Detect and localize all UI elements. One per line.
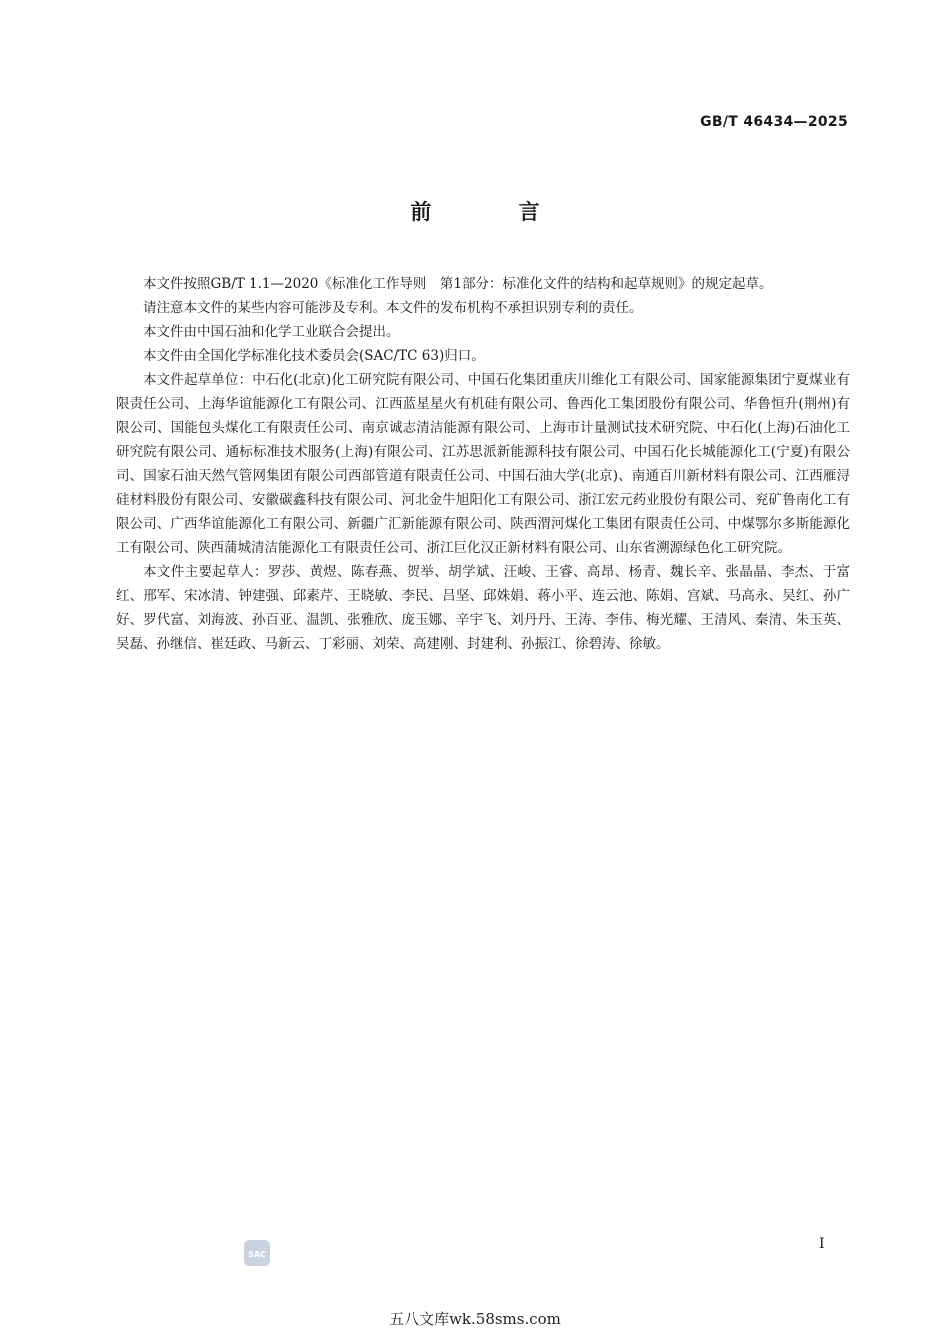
page-title: 前 言 xyxy=(410,200,580,224)
paragraph-drafting-rules: 本文件按照GB/T 1.1—2020《标准化工作导则 第1部分：标准化文件的结构和起草规则》的规定起草。 xyxy=(143,276,773,292)
site-watermark: 五八文库wk.58sms.com xyxy=(389,1310,561,1328)
sac-logo-text: SAC xyxy=(248,1250,266,1259)
paragraph-proposer: 本文件由中国石油和化学工业联合会提出。 xyxy=(143,324,400,340)
paragraph-drafting-units: 本文件起草单位：中石化(北京)化工研究院有限公司、中国石化集团重庆川维化工有限公司、国家能源集团宁夏煤业有限责任公司、上海华谊能源化工有限公司、江西蓝星星火有机硅有限公司、鲁西化工集团股份有限公司、华鲁恒升(荆州)有限公司、国能包头煤化工有限责任公司、南京诚志清洁能源有限公司、上海市计量测试技术研究院、中石化(上海)石油化工研究院有限公司、通标标准技术服务(上海)有限公司、江苏思派新能源科技有限公司、中国石化长城能源化工(宁夏)有限公司、国家石油天然气管网集团有限公司西部管道有限责任公司、中国石油大学(北京)、南通百川新材料有限公司、江西雁浔硅材料股份有限公司、安徽碳鑫科技有限公司、河北金牛旭阳化工有限公司、浙江宏元药业股份有限公司、兖矿鲁南化工有限公司、广西华谊能源化工有限公司、新疆广汇新能源有限公司、陕西渭河煤化工集团有限责任公司、中煤鄂尔多斯能源化工有限公司、陕西蒲城清洁能源化工有限责任公司、浙江巨化汉正新材料有限公司、山东省溯源绿色化工研究院。 xyxy=(116,372,850,556)
page-number: I xyxy=(819,1236,825,1252)
standard-code: GB/T 46434—2025 xyxy=(700,114,848,130)
paragraph-drafters: 本文件主要起草人：罗莎、黄煜、陈春燕、贺举、胡学斌、汪峻、王睿、高昂、杨青、魏长辛、张晶晶、李杰、于富红、邢军、宋冰清、钟建强、邱素芹、王晓敏、李民、吕坚、邱姝娟、蒋小平、连云池、陈娟、宫斌、马高永、吴红、孙广好、罗代富、刘海波、孙百亚、温凯、张雅欣、庞玉娜、辛宇飞、刘丹丹、王涛、李伟、梅光耀、王清风、秦清、朱玉英、吴磊、孙继信、崔廷政、马新云、丁彩丽、刘荣、高建刚、封建利、孙振江、徐碧涛、徐敏。 xyxy=(116,564,850,652)
foreword-body xyxy=(116,272,850,656)
sac-logo-icon xyxy=(244,1240,270,1266)
paragraph-patent-notice: 请注意本文件的某些内容可能涉及专利。本文件的发布机构不承担识别专利的责任。 xyxy=(143,300,643,316)
paragraph-committee: 本文件由全国化学标准化技术委员会(SAC/TC 63)归口。 xyxy=(143,348,485,364)
